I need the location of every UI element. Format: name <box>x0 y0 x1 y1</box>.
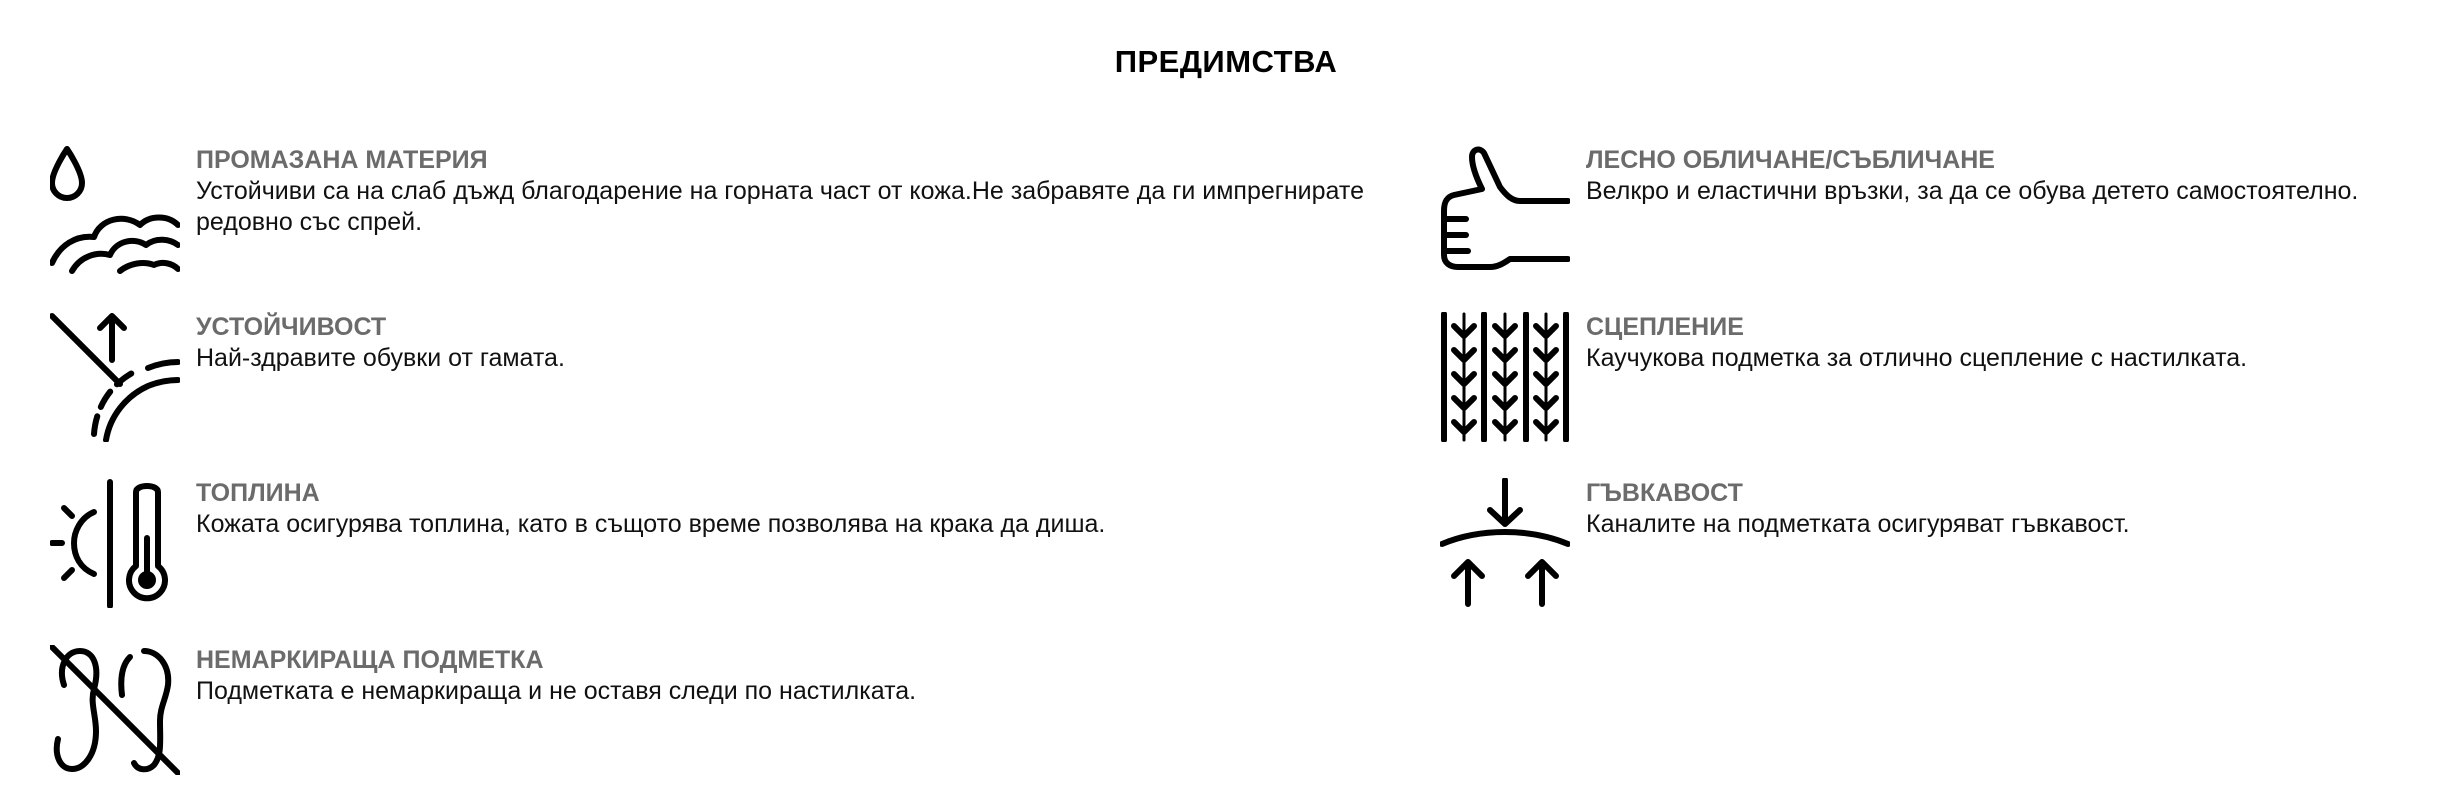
feature-title: УСТОЙЧИВОСТ <box>196 313 387 341</box>
flexibility-icon <box>1440 478 1570 608</box>
feature-description: Кожата осигурява топлина, като в същото време позволява на крака да диша. <box>196 510 1106 538</box>
feature-title: ЛЕСНО ОБЛИЧАНЕ/СЪБЛИЧАНЕ <box>1586 146 1995 174</box>
feature-non-marking <box>50 645 1350 775</box>
feature-grip <box>1440 312 2450 442</box>
thumbs-up-icon <box>1440 145 1570 275</box>
feature-flexibility <box>1440 478 2450 608</box>
water-resistant-icon <box>50 145 180 275</box>
non-marking-sole-icon <box>50 645 180 775</box>
feature-easy-on-off <box>1440 145 2450 275</box>
feature-title: ПРОМАЗАНА МАТЕРИЯ <box>196 146 488 174</box>
feature-description: Велкро и еластични връзки, за да се обува детето самостоятелно. <box>1586 177 2359 205</box>
feature-waterproof <box>50 145 1364 275</box>
feature-title: НЕМАРКИРАЩА ПОДМЕТКА <box>196 646 544 674</box>
feature-description: Каучукова подметка за отлично сцепление с настилката. <box>1586 344 2248 372</box>
durability-icon <box>50 312 180 442</box>
feature-warmth <box>50 478 1350 608</box>
page-title: ПРЕДИМСТВА <box>1114 44 1338 79</box>
feature-durability <box>50 312 1350 442</box>
feature-title: СЦЕПЛЕНИЕ <box>1586 313 1744 341</box>
feature-description: Устойчиви са на слаб дъжд благодарение на горната част от кожа.Не забравяте да ги импрегнирате редовно със спрей. <box>196 177 1364 236</box>
feature-description: Подметката е немаркираща и не оставя следи по настилката. <box>196 677 917 705</box>
feature-description: Най-здравите обувки от гамата. <box>196 344 565 372</box>
feature-title: ТОПЛИНА <box>196 479 320 507</box>
thermometer-icon <box>50 478 180 608</box>
feature-title: ГЪВКАВОСТ <box>1586 479 1743 507</box>
grip-icon <box>1440 312 1570 442</box>
feature-description: Каналите на подметката осигуряват гъвкавост. <box>1586 510 2130 538</box>
